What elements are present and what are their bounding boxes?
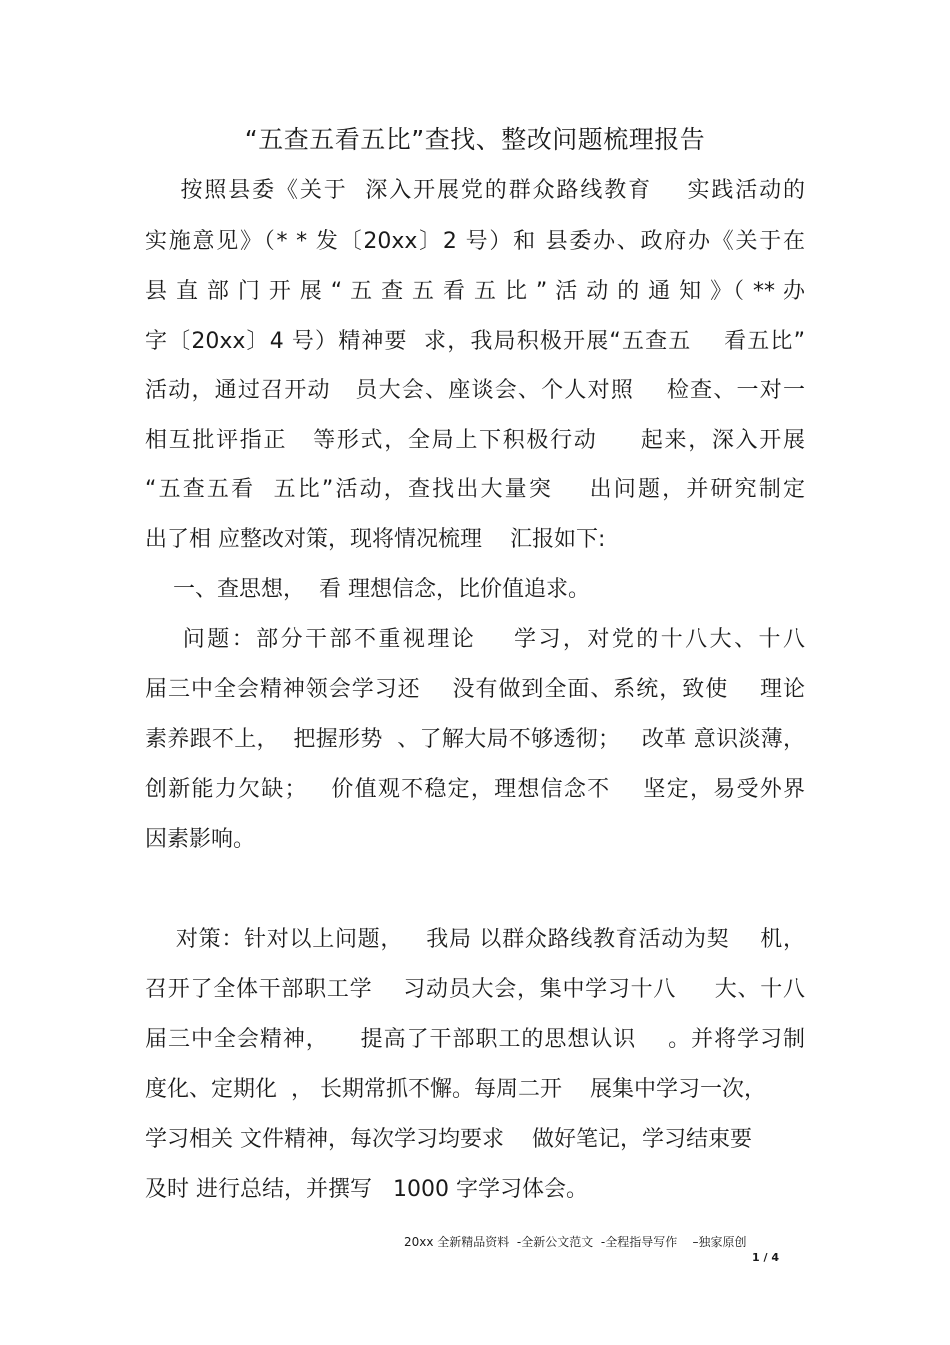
body-line: 学习相关 文件精神，每次学习均要求 做好笔记，学习结束要 (145, 1127, 752, 1152)
body-line: 实施意见》（* * 发〔20xx〕2 号）和 县委办、政府办《关于在 (145, 229, 805, 254)
body-line: 活动，通过召开动 员大会、座谈会、个人对照 检查、一对一 (145, 378, 805, 403)
body-line: 按照县委《关于 深入开展党的群众路线教育 实践活动的 (145, 178, 805, 203)
footer-tagline: 20xx 全新精品资料 -全新公文范文 -全程指导写作 –独家原创 (404, 1235, 747, 1249)
section-heading: 一、查思想， 看 理想信念，比价值追求。 (145, 577, 590, 602)
body-line: 度化、定期化 ， 长期常抓不懈。每周二开 展集中学习一次， (145, 1077, 766, 1102)
body-line: “五查五看 五比”活动，查找出大量突 出问题，并研究制定 (145, 477, 805, 502)
body-line: 召开了全体干部职工学 习动员大会，集中学习十八 大、十八 (145, 977, 805, 1002)
body-line: 因素影响。 (145, 827, 256, 852)
body-line: 创新能力欠缺； 价值观不稳定，理想信念不 坚定，易受外界 (145, 777, 805, 802)
body-line: 及时 进行总结，并撰写 1000 字学习体会。 (145, 1177, 588, 1202)
page-number: 1 / 4 (752, 1251, 779, 1264)
body-line: 字〔20xx〕4 号）精神要 求，我局积极开展“五查五 看五比” (145, 329, 805, 354)
body-line: 素养跟不上， 把握形势 、了解大局不够透彻； 改革 意识淡薄， (145, 727, 805, 752)
body-line: 届三中全会精神， 提高了干部职工的思想认识 。并将学习制 (145, 1027, 805, 1052)
body-line: 县 直 部 门 开 展 “ 五 查 五 看 五 比 ” 活 动 的 通 知 》（ ** 办 (145, 279, 805, 304)
body-line: 相互批评指正 等形式，全局上下积极行动 起来，深入开展 (145, 428, 805, 453)
document-title: “五查五看五比”查找、整改问题梳理报告 (244, 125, 706, 154)
body-line: 问题：部分干部不重视理论 学习，对党的十八大、十八 (145, 627, 805, 652)
body-line: 出了相 应整改对策，现将情况梳理 汇报如下: (145, 527, 606, 552)
body-line: 届三中全会精神领会学习还 没有做到全面、系统，致使 理论 (145, 677, 805, 702)
body-line: 对策：针对以上问题， 我局 以群众路线教育活动为契 机， (145, 927, 805, 952)
